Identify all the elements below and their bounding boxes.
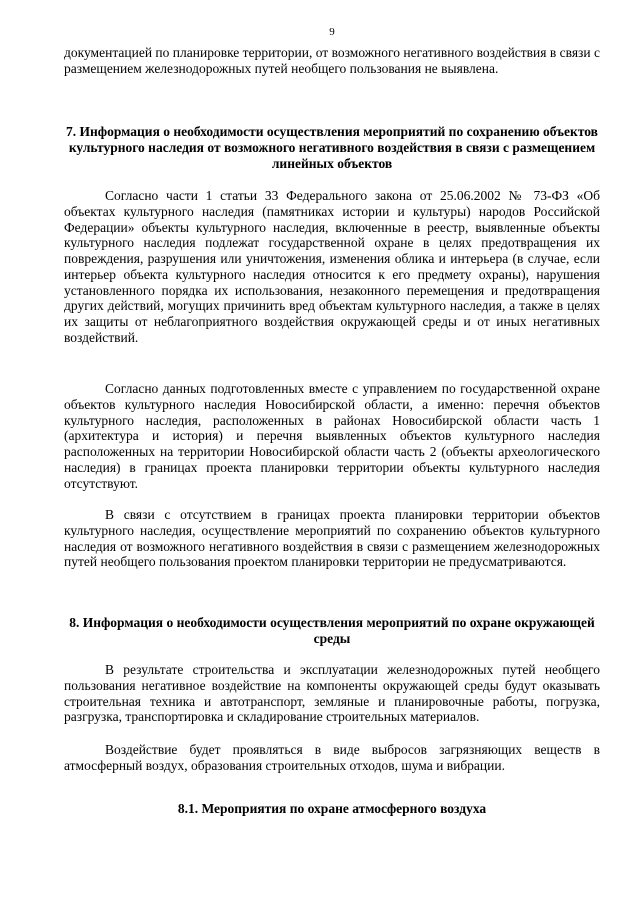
intro-paragraph: документацией по планировке территории, от возможного негативного воздействия в связи с размещением железнодорожных путей необщего пользования не выявлена. <box>64 45 600 76</box>
section-7-paragraph-3: В связи с отсутствием в границах проекта планировки территории объектов культурного наследия, осуществление мероприятий по сохранению объектов культурного наследия от возможного негативного воздействия в связи с размещением железнодорожных путей необщего пользования проектом планировки территории не предусматриваются. <box>64 507 600 570</box>
section-8-heading: 8. Информация о необходимости осуществления мероприятий по охране окружающей среды <box>69 615 595 646</box>
section-8-1-heading: 8.1. Мероприятия по охране атмосферного воздуха <box>177 801 487 816</box>
section-7-heading: 7. Информация о необходимости осуществления мероприятий по сохранению объектов культурного наследия от возможного негативного воздействия в связи с размещением линейных объектов <box>66 124 598 171</box>
section-8-paragraph-2: Воздействие будет проявляться в виде выбросов загрязняющих веществ в атмосферный воздух, образования строительных отходов, шума и вибрации. <box>64 742 600 773</box>
section-8-paragraph-1: В результате строительства и эксплуатации железнодорожных путей необщего пользования негативное воздействие на компоненты окружающей среды будут оказывать строительная техника и автотранспорт, земляные и планировочные работы, погрузка, разгрузка, транспортировка и складирование строительных материалов. <box>64 662 600 725</box>
page-number: 9 <box>329 26 335 38</box>
section-7-paragraph-1: Согласно части 1 статьи 33 Федерального закона от 25.06.2002 № 73-ФЗ «Об объектах культурного наследия (памятниках истории и культуры) народов Российской Федерации» объекты культурного наследия, включенные в реестр, выявленные объекты культурного наследия подлежат государственной охране в целях предотвращения их повреждения, разрушения или уничтожения, изменения облика и интерьера (в случае, если интерьер объекта культурного наследия относится к его предмету охраны), нарушения установленного порядка их использования, незаконного перемещения и предотвращения других действий, могущих причинить вред объектам культурного наследия, а также в целях их защиты от неблагоприятного воздействия окружающей среды и от иных негативных воздействий. <box>64 188 600 345</box>
section-7-paragraph-2: Согласно данных подготовленных вместе с управлением по государственной охране объектов культурного наследия Новосибирской области, а именно: перечня объектов культурного наследия, расположенных в районах Новосибирской области часть 1 (архитектура и история) и перечня выявленных объектов культурного наследия расположенных на территории Новосибирской области часть 2 (объекты археологического наследия) в границах проекта планировки территории объекты культурного наследия отсутствуют. <box>64 381 600 491</box>
